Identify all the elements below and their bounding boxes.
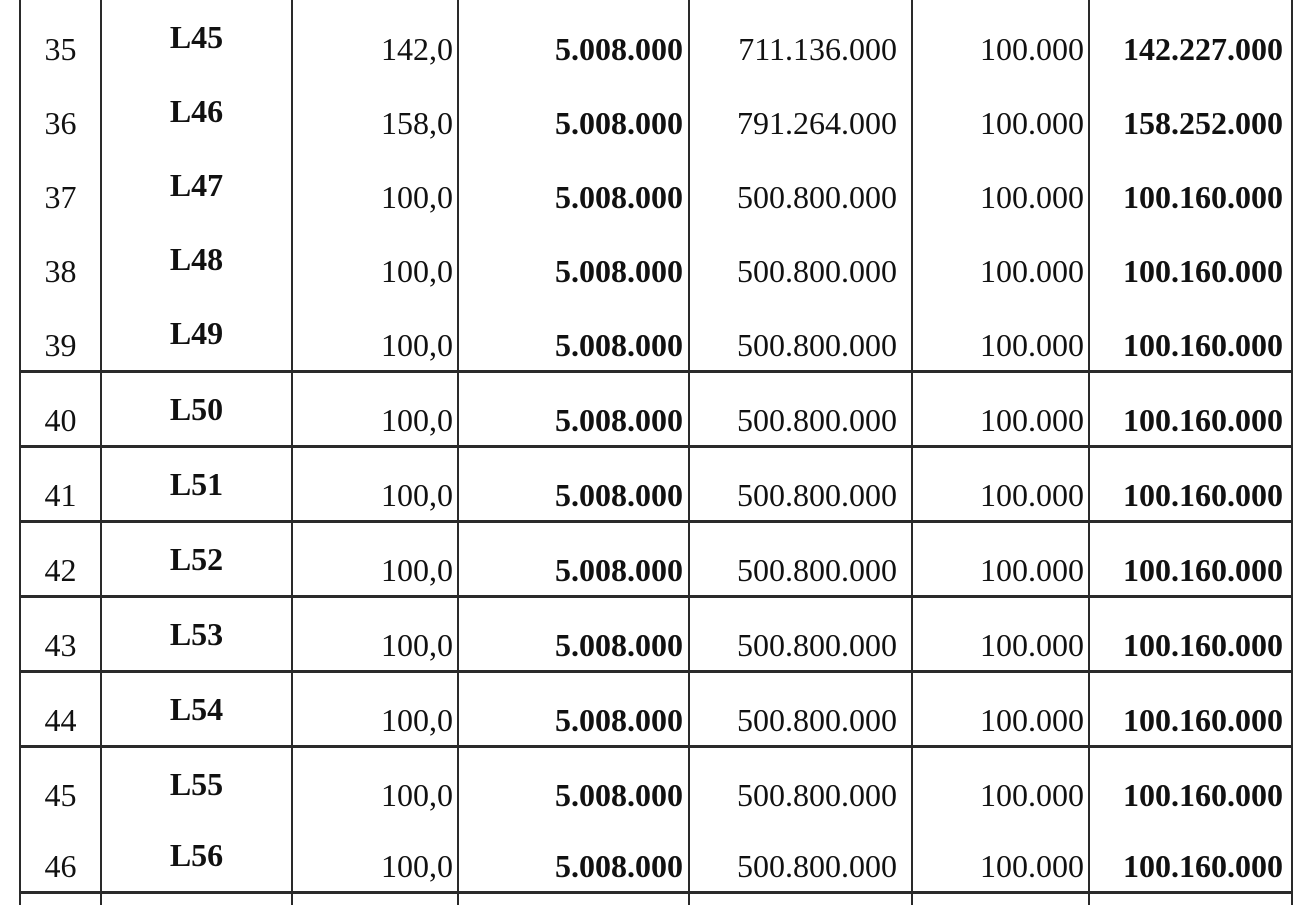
cell-area-value: 158,0: [293, 74, 459, 148]
cell-area-value: 100,0: [293, 748, 459, 820]
cell-total-amount: 500.800.000: [690, 748, 913, 820]
cell-row-number: 45: [21, 748, 102, 820]
table-row: [21, 820, 1291, 892]
cell-final-amount: 100.160.000: [1123, 776, 1283, 813]
cell-row-number: 44: [21, 673, 102, 745]
cell-row-number: 38: [21, 222, 102, 296]
cell-area-value: 100,0: [293, 673, 459, 745]
cell-lot-code: L53: [102, 598, 293, 670]
table-row: [21, 523, 1291, 595]
table-row: [21, 222, 1291, 296]
cell-fee-amount: 100.000: [913, 74, 1090, 148]
cell-area-value: 100,0: [293, 222, 459, 296]
cell-row-number: 36: [21, 74, 102, 148]
table-row: [21, 673, 1291, 745]
cell-total-amount: 500.800.000: [690, 448, 913, 520]
cell-unit-price: 5.008.000: [459, 598, 690, 670]
table-row: [21, 74, 1291, 148]
cell-lot-code: L49: [102, 296, 293, 370]
cell-area-value: 100,0: [293, 523, 459, 595]
cell-lot-code: L46: [102, 74, 293, 148]
cell-row-number: 43: [21, 598, 102, 670]
cell-area-value: 142,0: [293, 0, 459, 74]
cell-total-amount: 500.800.000: [690, 598, 913, 670]
cell-unit-price: 5.008.000: [459, 74, 690, 148]
cell-lot-code: L55: [102, 748, 293, 820]
cell-final-amount: 158.252.000: [1123, 105, 1283, 141]
cell-total-amount: 500.800.000: [690, 820, 913, 892]
cell-lot-code: L50: [102, 373, 293, 445]
cell-final-amount: 100.160.000: [1123, 179, 1283, 215]
cell-final-amount: 142.227.000: [1123, 31, 1283, 67]
table-section: [19, 448, 1293, 523]
cell-fee-amount: 100.000: [913, 673, 1090, 745]
cell-lot-code: L48: [102, 222, 293, 296]
cell-area-value: 100,0: [293, 820, 459, 892]
table-section: [19, 748, 1293, 894]
cell-unit-price: 5.008.000: [459, 448, 690, 520]
cell-row-number: 41: [21, 448, 102, 520]
cell-total-amount: 711.136.000: [690, 0, 913, 74]
cell-row-number: 42: [21, 523, 102, 595]
cell-unit-price: 5.008.000: [459, 673, 690, 745]
cell-unit-price: 5.008.000: [459, 222, 690, 296]
table-row: [21, 296, 1291, 370]
table-row: [21, 148, 1291, 222]
cell-lot-code: L45: [102, 0, 293, 74]
cell-fee-amount: 100.000: [913, 598, 1090, 670]
cell-final-amount: 100.160.000: [1123, 627, 1283, 663]
table-next-row-stub: [19, 894, 1293, 905]
cell-row-number: 39: [21, 296, 102, 370]
cell-lot-code: L56: [102, 820, 293, 892]
cell-total-amount: 500.800.000: [690, 523, 913, 595]
cell-area-value: 100,0: [293, 448, 459, 520]
cell-fee-amount: 100.000: [913, 222, 1090, 296]
cell-fee-amount: 100.000: [913, 373, 1090, 445]
cell-lot-code: L47: [102, 148, 293, 222]
cell-total-amount-stub: [690, 894, 913, 905]
cell-lot-code: L51: [102, 448, 293, 520]
lots-table: [19, 0, 1293, 905]
cell-final-amount: 100.160.000: [1123, 552, 1283, 588]
cell-fee-amount: 100.000: [913, 748, 1090, 820]
cell-unit-price: 5.008.000: [459, 373, 690, 445]
table-section: [19, 523, 1293, 598]
cell-row-number: 35: [21, 0, 102, 74]
cell-final-amount: 100.160.000: [1123, 402, 1283, 438]
cell-final-amount: 100.160.000: [1123, 848, 1283, 884]
table-row: [21, 0, 1291, 74]
cell-area-value: 100,0: [293, 373, 459, 445]
cell-final-amount: 100.160.000: [1123, 702, 1283, 738]
cell-final-amount-stub: [1090, 894, 1291, 905]
cell-total-amount: 500.800.000: [690, 673, 913, 745]
cell-unit-price: 5.008.000: [459, 523, 690, 595]
cell-row-number: 46: [21, 820, 102, 892]
cell-lot-code: L54: [102, 673, 293, 745]
cell-row-number: 37: [21, 148, 102, 222]
table-row: [21, 748, 1291, 820]
cell-area-value-stub: [293, 894, 459, 905]
cell-final-amount: 100.160.000: [1123, 327, 1283, 363]
cell-fee-amount: 100.000: [913, 296, 1090, 370]
cell-unit-price: 5.008.000: [459, 820, 690, 892]
cell-unit-price: 5.008.000: [459, 296, 690, 370]
cell-area-value: 100,0: [293, 598, 459, 670]
table-section: [19, 373, 1293, 448]
cell-lot-code: L52: [102, 523, 293, 595]
table-section: [19, 673, 1293, 748]
cell-row-number: 40: [21, 373, 102, 445]
cell-unit-price: 5.008.000: [459, 0, 690, 74]
cell-fee-amount: 100.000: [913, 0, 1090, 74]
cell-unit-price: 5.008.000: [459, 748, 690, 820]
cell-fee-amount-stub: [913, 894, 1090, 905]
cell-lot-code-stub: [102, 894, 293, 905]
cell-unit-price-stub: [459, 894, 690, 905]
cell-area-value: 100,0: [293, 148, 459, 222]
table-row: [21, 598, 1291, 670]
cell-total-amount: 500.800.000: [690, 148, 913, 222]
table-section: [19, 0, 1293, 373]
cell-fee-amount: 100.000: [913, 523, 1090, 595]
cell-fee-amount: 100.000: [913, 448, 1090, 520]
cell-final-amount: 100.160.000: [1123, 253, 1283, 289]
table-section: [19, 598, 1293, 673]
cell-total-amount: 500.800.000: [690, 296, 913, 370]
cell-total-amount: 500.800.000: [690, 222, 913, 296]
cell-fee-amount: 100.000: [913, 820, 1090, 892]
cell-row-number-stub: [21, 894, 102, 905]
cell-fee-amount: 100.000: [913, 148, 1090, 222]
cell-total-amount: 791.264.000: [690, 74, 913, 148]
cell-unit-price: 5.008.000: [459, 148, 690, 222]
cell-total-amount: 500.800.000: [690, 373, 913, 445]
cell-final-amount: 100.160.000: [1123, 477, 1283, 513]
cell-area-value: 100,0: [293, 296, 459, 370]
table-row: [21, 373, 1291, 445]
table-row: [21, 448, 1291, 520]
